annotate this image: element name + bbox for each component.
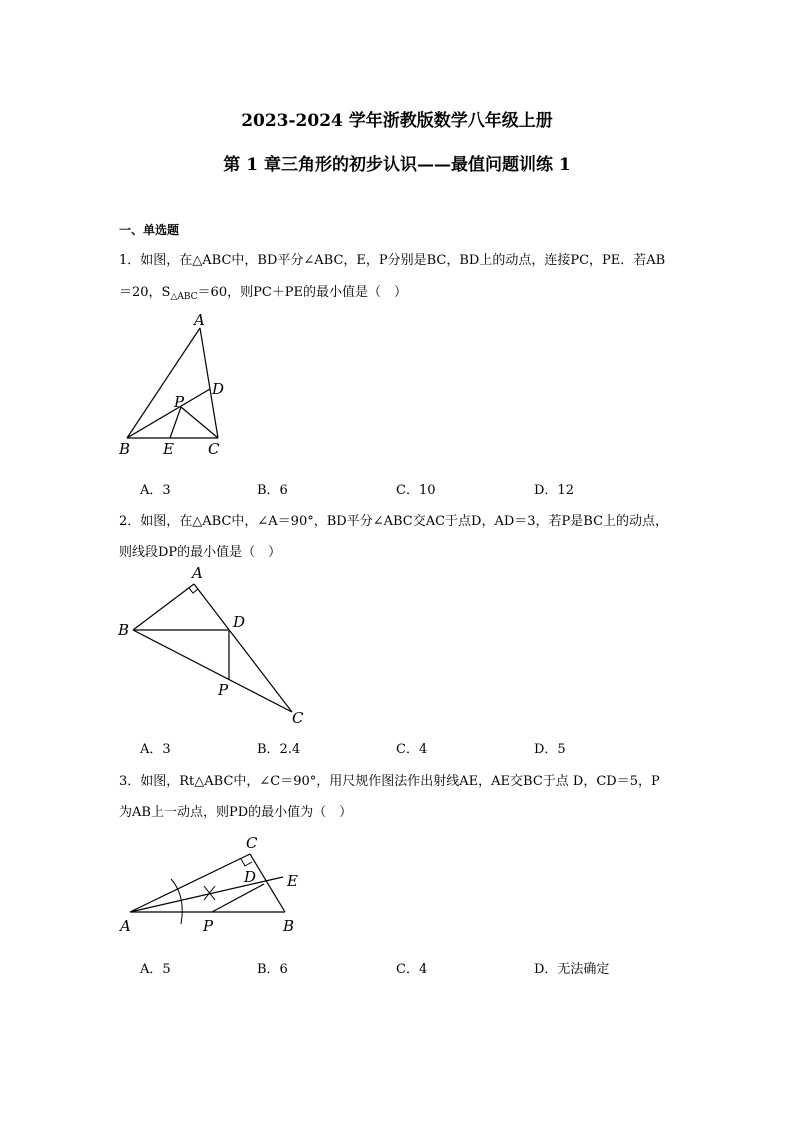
q3-ray-ae — [130, 877, 283, 912]
q3-stem-line2: 为AB上一动点，则PD的最小值为（ ） — [119, 805, 353, 820]
q1-label-c: C — [208, 440, 220, 458]
q1-label-e: E — [163, 440, 174, 458]
q3-label-c: C — [246, 834, 258, 852]
q1-label-p: P — [174, 393, 185, 411]
q2-label-b: B — [118, 621, 130, 639]
q1-option-d[interactable]: D．12 — [534, 483, 574, 498]
q3-label-d: D — [244, 868, 257, 886]
q2-label-d: D — [233, 613, 246, 631]
q1-label-a: A — [194, 311, 205, 329]
q2-option-c[interactable]: C．4 — [396, 742, 428, 757]
q2-stem-line2: 则线段DP的最小值是（ ） — [119, 545, 282, 560]
q2-label-p: P — [218, 681, 229, 699]
q1-option-a[interactable]: A．3 — [140, 483, 171, 498]
q3-label-a: A — [120, 917, 131, 935]
q1-option-c[interactable]: C．10 — [396, 483, 436, 498]
q3-segment-pd — [212, 884, 264, 912]
q2-option-d[interactable]: D．5 — [534, 742, 566, 757]
q3-option-d[interactable]: D．无法确定 — [534, 962, 610, 977]
q1-label-d: D — [212, 380, 225, 398]
q3-label-p: P — [203, 917, 214, 935]
q1-stem-line2-a: ＝20，S — [119, 285, 171, 300]
q3-segment-ac — [130, 854, 250, 912]
q2-stem-line1: 2．如图，在△ABC中，∠A＝90°，BD平分∠ABC交AC于点D，AD＝3，若P是BC上的动点， — [119, 514, 669, 529]
q1-label-b: B — [119, 440, 131, 458]
q3-label-b: B — [283, 917, 295, 935]
q3-label-e: E — [287, 872, 298, 890]
q3-option-b[interactable]: B．6 — [257, 962, 288, 977]
q1-stem-subscript: △ABC — [170, 292, 198, 302]
q2-option-a[interactable]: A．3 — [140, 742, 171, 757]
q3-option-c[interactable]: C．4 — [396, 962, 428, 977]
q1-stem-line1: 1．如图，在△ABC中，BD平分∠ABC，E，P分别是BC，BD上的动点，连接PC，PE．若AB — [119, 253, 666, 268]
q2-label-a: A — [192, 564, 203, 582]
q2-label-c: C — [292, 709, 304, 727]
doc-title-line1: 2023-2024 学年浙教版数学八年级上册 — [241, 111, 553, 131]
q3-stem-line1: 3．如图，Rt△ABC中，∠C＝90°，用尺规作图法作出射线AE，AE交BC于点 D，CD＝5，P — [119, 774, 660, 789]
q3-right-angle-mark — [241, 859, 252, 866]
section-heading: 一、单选题 — [119, 223, 180, 237]
q3-option-a[interactable]: A．5 — [140, 962, 171, 977]
q1-stem-line2-b: ＝60，则PC＋PE的最小值是（ ） — [197, 285, 408, 300]
q1-option-b[interactable]: B．6 — [257, 483, 288, 498]
q2-option-b[interactable]: B．2.4 — [257, 742, 301, 757]
doc-title-line2: 第 1 章三角形的初步认识——最值问题训练 1 — [223, 155, 571, 175]
